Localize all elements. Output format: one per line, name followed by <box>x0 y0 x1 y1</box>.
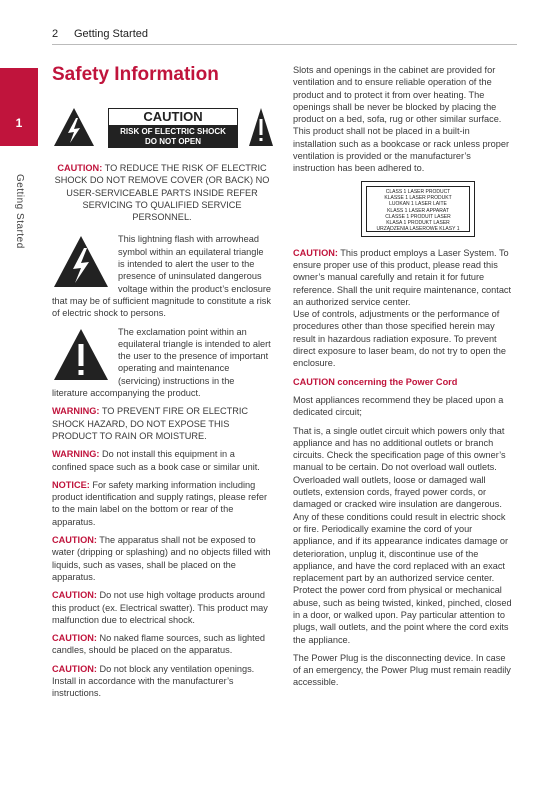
laser-label-line: KLASS 1 LASER APPARAT <box>387 207 449 214</box>
caution-label-line1: RISK OF ELECTRIC SHOCK <box>120 127 226 136</box>
power-cord-heading: CAUTION concerning the Power Cord <box>293 376 458 387</box>
lightning-triangle-icon <box>52 233 110 289</box>
laser-label-line: URZĄDZENIA LASEROWE KLASY 1 <box>376 226 460 233</box>
slots-text: Slots and openings in the cabinet are provided for ventilation and to ensure reliable operation of the product and to protect it from over heating. The openings shall be never be blocked by placing the product on a bed, sofa, rug or other similar surface. This product shall not be placed in a built-in installation such as a bookcase or rack unless proper ventilation is provided or the manufacturer’s instruction has been adhered to. <box>293 65 510 174</box>
caution-label <box>108 108 238 148</box>
caution-flame: CAUTION: No naked flame sources, such as lighted candles, should be placed on the apparatus. <box>52 633 265 656</box>
right-column <box>293 64 513 695</box>
page-header <box>0 25 557 45</box>
power-plug-text: The Power Plug is the disconnecting device. In case of an emergency, the Power Plug must remain readily accessible. <box>293 652 511 688</box>
header-rule <box>52 44 517 45</box>
left-column <box>52 100 272 706</box>
page-title: Safety Information <box>52 64 219 85</box>
chapter-number: 1 <box>15 116 23 130</box>
power-cord-text-1: Most appliances recommend they be placed upon a dedicated circuit; <box>293 394 504 418</box>
laser-label-line: CLASS 1 LASER PRODUCT <box>385 188 451 195</box>
caution-water: CAUTION: The apparatus shall not be exposed to water (dripping or splashing) and no objects filled with liquids, such as vases, shall be placed on the apparatus. <box>52 535 271 582</box>
header-section-title: Getting Started <box>74 28 148 40</box>
caution-label-line2: DO NOT OPEN <box>144 137 201 146</box>
caution-graphic <box>52 102 272 156</box>
caution-label-title: CAUTION <box>108 108 238 126</box>
lightning-explanation <box>52 233 272 325</box>
laser-label-line: CLASSE 1 PRODUIT LASER <box>385 213 451 220</box>
caution-ventilation: CAUTION: Do not block any ventilation openings. Install in accordance with the manufacturer’s instructions. <box>52 663 255 699</box>
chapter-tab <box>0 68 38 146</box>
warning-rain: WARNING: TO PREVENT FIRE OR ELECTRIC SHOCK HAZARD, DO NOT EXPOSE THIS PRODUCT TO RAIN OR MOISTURE. <box>52 406 249 441</box>
caution-high-voltage: CAUTION: Do not use high voltage products around this product (ex. Electrical swatter). This product may malfunction due to electrical shock. <box>52 590 268 625</box>
power-cord-text-2: That is, a single outlet circuit which powers only that appliance and has no additional outlets or branch circuits. Check the specification page of this owner’s manual to be certain. Do not overload wall outlets. Overloaded wall outlets, loose or damaged wall outlets, extension cords, frayed power cords, or damaged or cracked wire insulation are dangerous. Any of these conditions could result in electric shock or fire. Periodically examine the cord of your appliance, and if its appearance indicates damage or deterioration, unplug it, discontinue use of the appliance, and have the cord replaced with an exact replacement part by an authorized service center. Protect the power cord from physical or mechanical abuse, such as being twisted, kinked, pinched, closed in a door, or walked upon. Pay particular attention to plugs, wall outlets, and the point where the cord exits the appliance. <box>293 425 512 645</box>
laser-class-label <box>361 181 475 237</box>
lightning-warning-icon <box>52 106 96 148</box>
laser-label-line: KLASSE 1 LASER PRODUKT <box>384 194 452 201</box>
exclamation-explanation <box>52 326 272 406</box>
laser-label-line: KLASA 1 PRODUKT LASER <box>386 220 450 227</box>
page-number: 2 <box>52 28 59 40</box>
laser-caution-cont: Use of controls, adjustments or the performance of procedures other than those specified herein may result in hazardous radiation exposure. To prevent direct exposure to laser beam, do not try to open the enclosure. <box>293 309 506 369</box>
laser-label-line: LUOKAN 1 LASER LAITE <box>389 201 447 208</box>
caution-electric-shock: CAUTION: TO REDUCE THE RISK OF ELECTRIC SHOCK DO NOT REMOVE COVER (OR BACK) NO USER-SERVICEABLE PARTS INSIDE REFER SERVICING TO QUALIFIED SERVICE PERSONNEL. <box>54 163 270 223</box>
chapter-tab-label: Getting Started <box>14 174 25 249</box>
exclamation-warning-icon <box>248 106 274 148</box>
notice-marking: NOTICE: For safety marking information including product identification and supply ratings, please refer to the main label on the bottom or rear of the apparatus. <box>52 479 268 527</box>
exclamation-text: The exclamation point within an equilateral triangle is intended to alert the user to the presence of important operating and maintenance (servicing) instructions in the literature accompanying the product. <box>52 326 271 399</box>
exclamation-triangle-icon <box>52 326 110 382</box>
lightning-text: This lightning flash with arrowhead symbol within an equilateral triangle is intended to alert the user to the presence of uninsulated dangerous voltage within the product’s enclosure that may be of sufficient magnitude to constitute a risk of electric shock to persons. <box>52 234 272 319</box>
laser-caution: CAUTION: This product employs a Laser System. To ensure proper use of this product, please read this owner’s manual carefully and retain it for future reference. Shall the unit require maintenance, contact an authorized service center. <box>293 247 512 307</box>
warning-confined-space: WARNING: Do not install this equipment in a confined space such as a book case or similar unit. <box>52 449 260 472</box>
